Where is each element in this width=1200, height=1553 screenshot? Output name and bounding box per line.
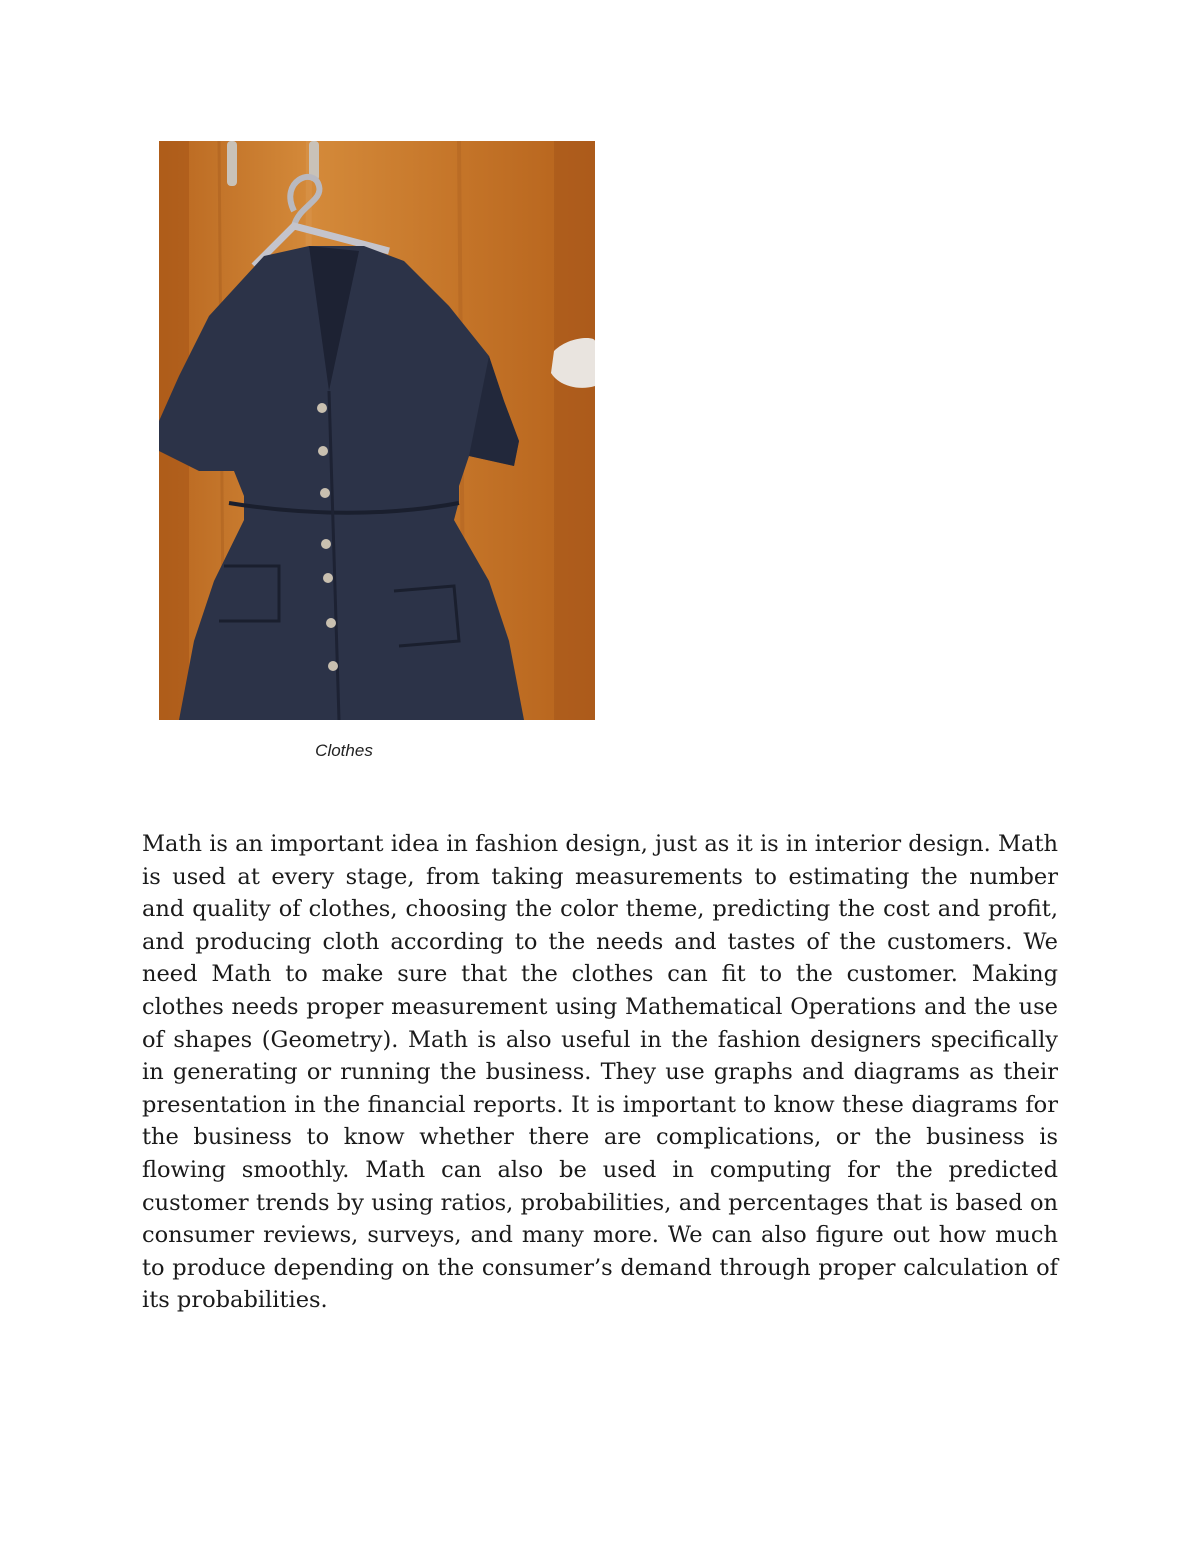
dress-photo — [159, 141, 595, 720]
body-paragraph: Math is an important idea in fashion design, just as it is in interior design. Math is used at every stage, from taking measurements to estimating the number and quality of clothes, choosing the color theme, predicting the cost and profit, and producing cloth according to the needs and tastes of the customers. We need Math to make sure that the clothes can fit to the customer. Making clothes needs proper measurement using Mathematical Operations and the use of shapes (Geometry). Math is also useful in the fashion designers specifically in generating or running the business. They use graphs and diagrams as their presentation in the financial reports. It is important to know these diagrams for the business to know whether there are complications, or the business is flowing smoothly. Math can also be used in computing for the predicted customer trends by using ratios, probabilities, and percentages that is based on consumer reviews, surveys, and many more. We can also figure out how much to produce depending on the consumer’s demand through proper calculation of its probabilities. — [142, 831, 1058, 1314]
dress-photo-illustration — [159, 141, 595, 720]
figure-caption: Clothes — [315, 741, 373, 760]
door-handle — [227, 141, 237, 186]
